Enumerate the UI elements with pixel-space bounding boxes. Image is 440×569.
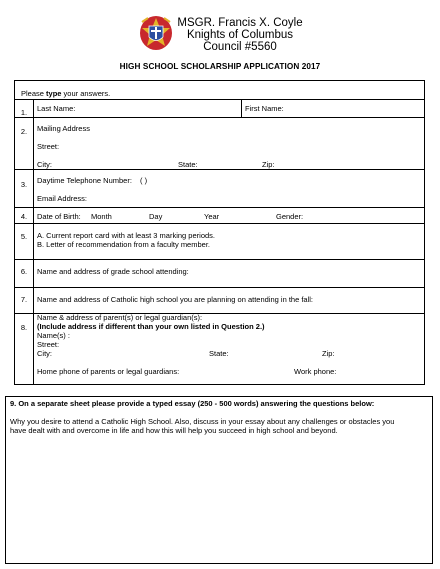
requirement-b: B. Letter of recommendation from a faculty member. (37, 240, 210, 249)
header-line-1: MSGR. Francis X. Coyle (177, 17, 303, 29)
application-form-table (14, 80, 425, 385)
parent-street-label: Street: (37, 340, 60, 349)
question-number-6: 6. (20, 267, 28, 276)
parent-address-label: Name & address of parent(s) or legal guardian(s): (37, 313, 203, 322)
parent-names-label: Name(s) : (37, 331, 70, 340)
parent-address-note: (Include address if different than your own listed in Question 2.) (37, 322, 265, 331)
essay-heading: 9. On a separate sheet please provide a typed essay (250 - 500 words) answering the questions below: (10, 399, 375, 408)
gender-label: Gender: (276, 212, 304, 221)
high-school-label: Name and address of Catholic high school you are planning on attending in the fall: (37, 295, 314, 304)
parent-home-phone-label: Home phone of parents or legal guardians: (37, 367, 180, 376)
year-label: Year (204, 212, 220, 221)
question-number-2: 2. (20, 127, 28, 136)
parent-zip-label: Zip: (322, 349, 335, 358)
essay-prompt-line-1: Why you desire to attend a Catholic High School. Also, discuss in your essay about any challenges or obstacles you (10, 417, 395, 426)
phone-label: Daytime Telephone Number: (37, 176, 132, 185)
state-label: State: (178, 160, 198, 169)
instructions: Please type your answers. (21, 89, 111, 98)
essay-prompt-line-2: have dealt with and overcome in life and how this will help you succeed in high school and beyond. (10, 426, 338, 435)
requirement-a: A. Current report card with at least 3 marking periods. (37, 231, 215, 240)
question-number-1: 1. (20, 108, 28, 117)
dob-label: Date of Birth: (37, 212, 81, 221)
form-title: HIGH SCHOOL SCHOLARSHIP APPLICATION 2017 (119, 62, 321, 71)
email-label: Email Address: (37, 194, 88, 203)
last-name-label: Last Name: (37, 104, 76, 113)
mailing-address-label: Mailing Address (37, 124, 90, 133)
header-line-2: Knights of Columbus (186, 29, 294, 41)
month-label: Month (91, 212, 112, 221)
question-number-3: 3. (20, 180, 28, 189)
header-line-3: Council #5560 (203, 41, 277, 53)
parent-city-label: City: (37, 349, 52, 358)
question-number-7: 7. (20, 295, 28, 304)
city-label: City: (37, 160, 52, 169)
street-label: Street: (37, 142, 60, 151)
essay-instructions-box (5, 396, 433, 564)
knights-of-columbus-emblem-icon (138, 14, 174, 52)
day-label: Day (149, 212, 163, 221)
zip-label: Zip: (262, 160, 275, 169)
question-number-5: 5. (20, 232, 28, 241)
first-name-label: First Name: (245, 104, 284, 113)
question-number-8: 8. (20, 323, 28, 332)
parent-work-phone-label: Work phone: (294, 367, 337, 376)
grade-school-label: Name and address of grade school attending: (37, 267, 189, 276)
phone-area-code: ( ) (140, 176, 148, 185)
parent-state-label: State: (209, 349, 229, 358)
question-number-4: 4. (20, 212, 28, 221)
